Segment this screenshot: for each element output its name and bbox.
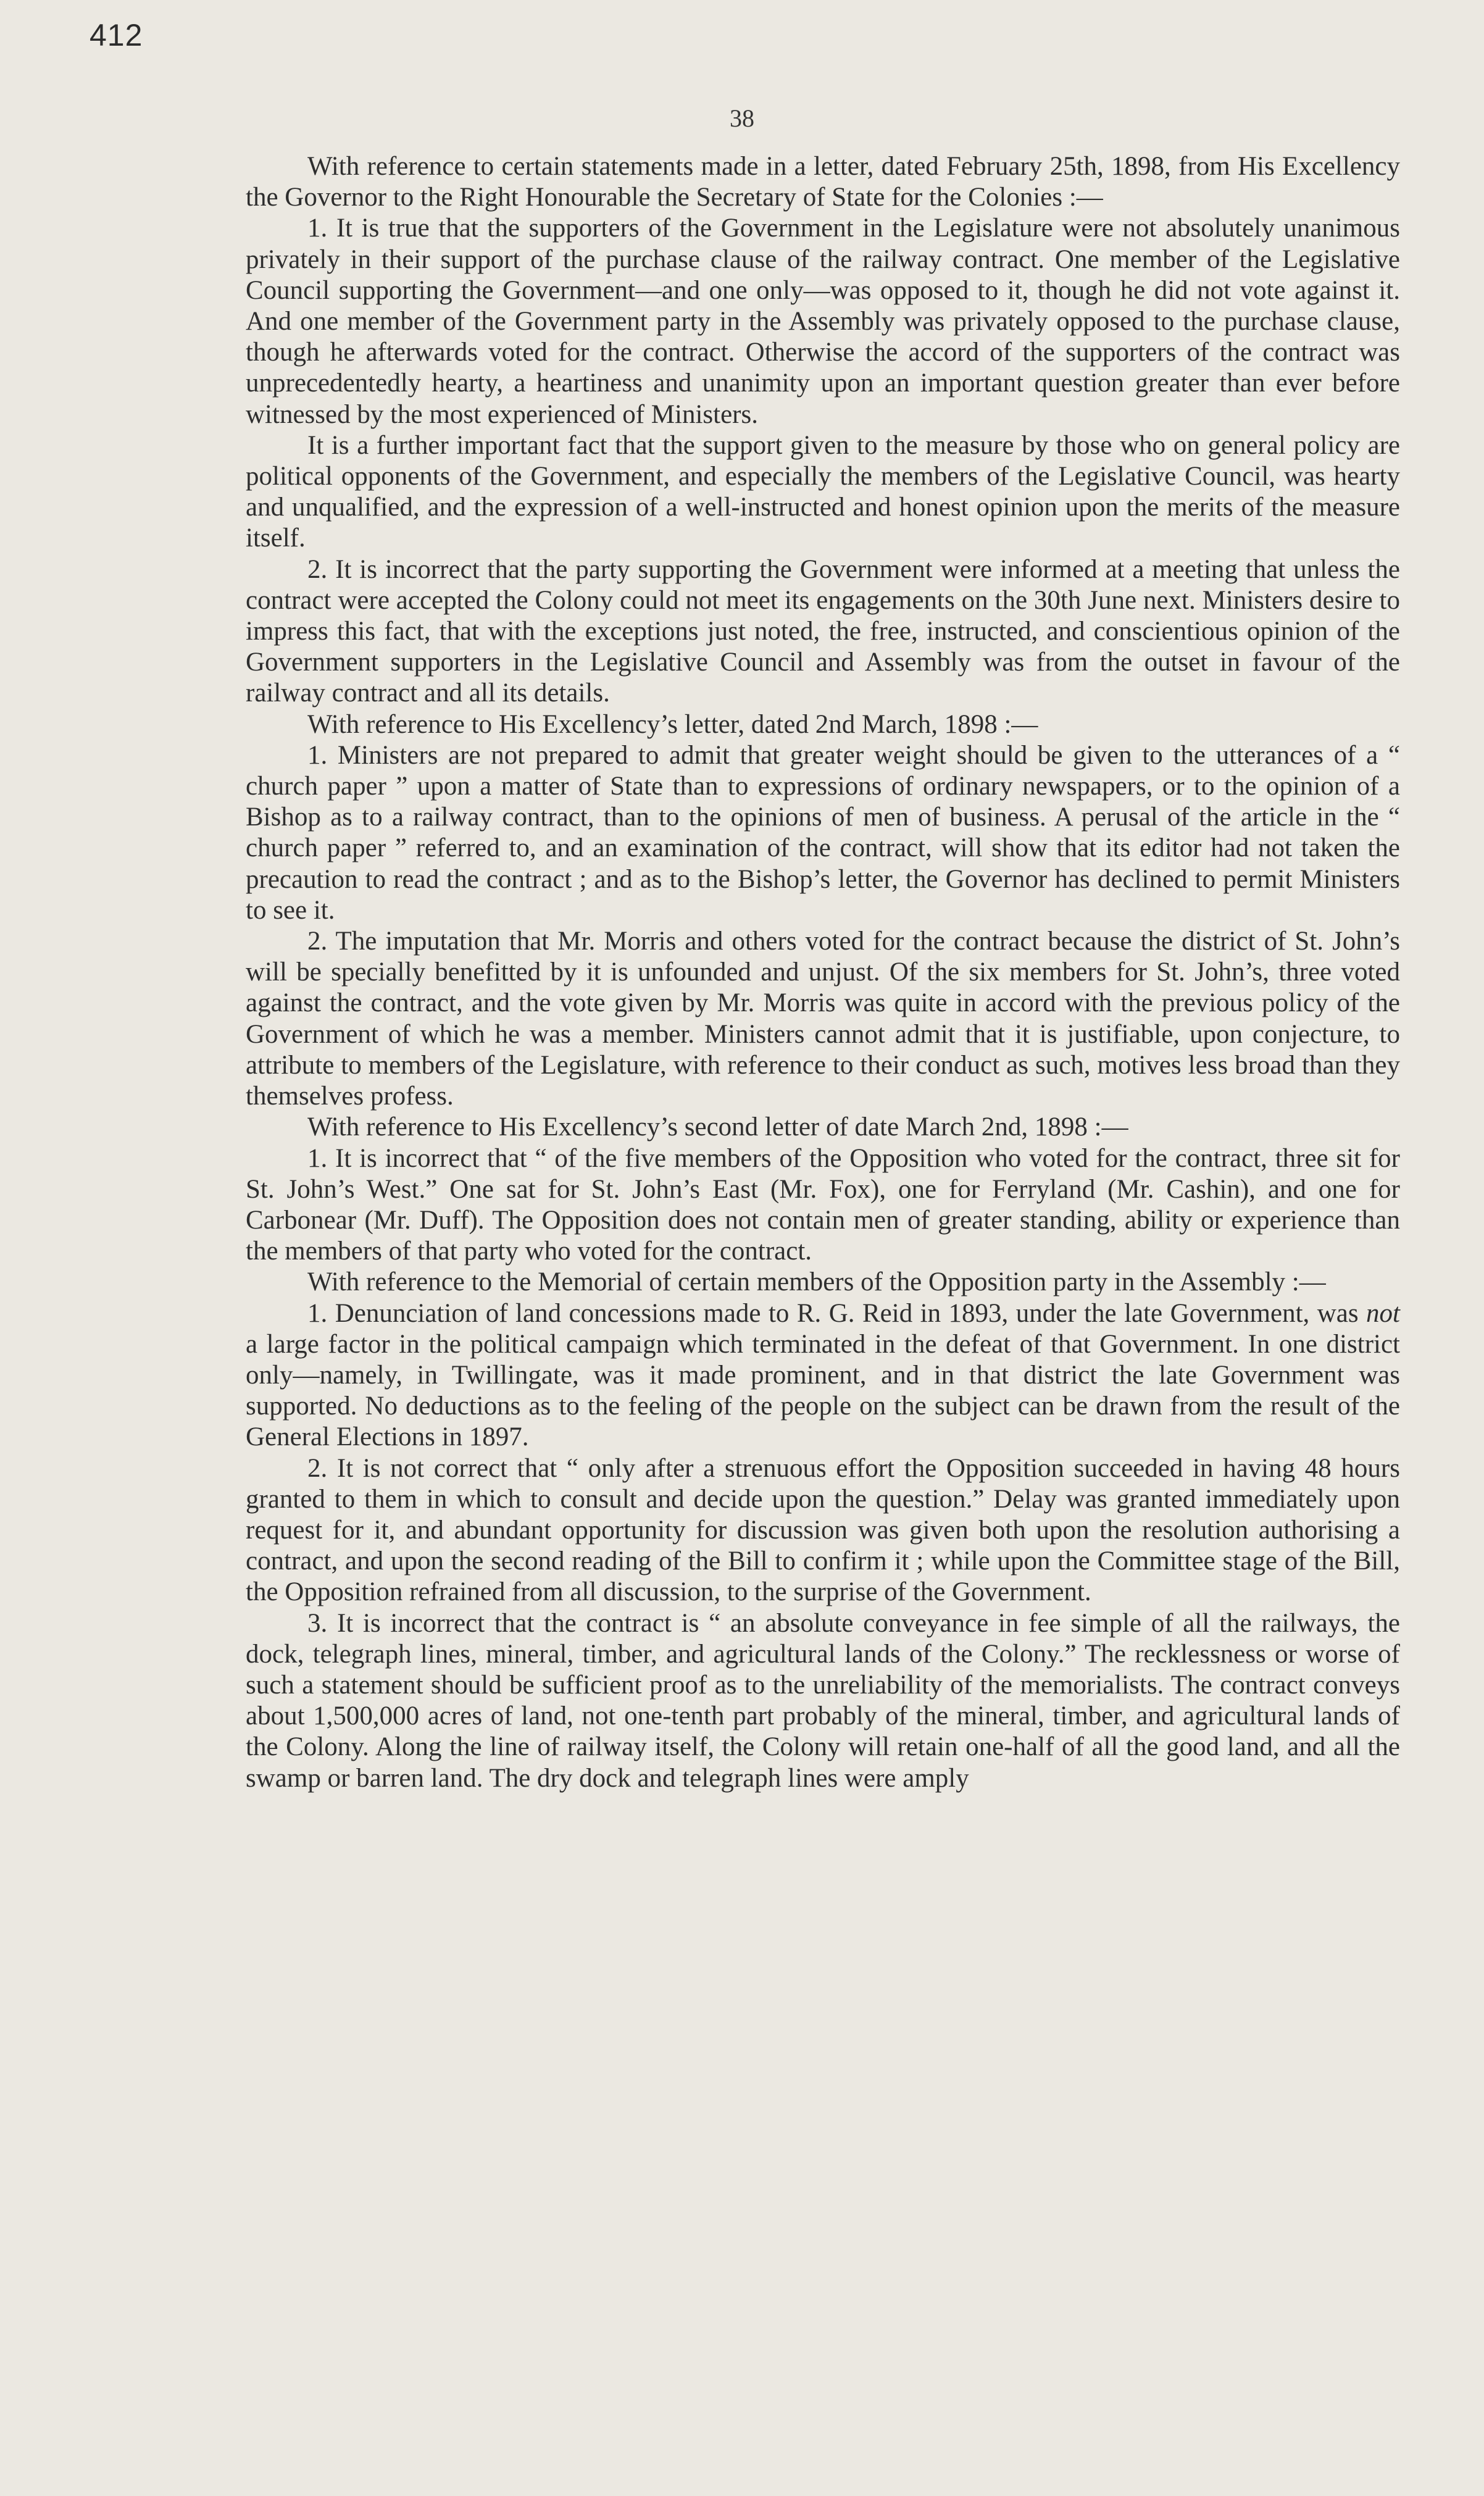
paragraph-point-1-supporters: 1. It is true that the supporters of the Government in the Legislature were not absolutely unanimous privately in their support of the purchase clause of the railway contract. One member of the Legislative Council supporting the Government—and one only—was opposed to it, though he did not vote against it. And one member of the Government party in the Assembly was privately opposed to the purchase clause, though he afterwards voted for the contract. Otherwise the accord of the supporters of the contract was unprecedentedly hearty, a heartiness and unanimity upon an important question greater than ever before witnessed by the most experienced of Ministers. — [246, 214, 1400, 429]
paragraph-point-2-48-hours: 2. It is not correct that “ only after a strenuous effort the Opposition succeeded in having 48 hours granted to them in which to consult and decide upon the question.” Delay was granted immediately upon request for it, and abundant opportunity for discussion was given both upon the resolution authorising a contract, and upon the second reading of the Bill to confirm it ; while upon the Committee stage of the Bill, the Opposition refrained from all discussion, to the surprise of the Government. — [246, 1453, 1400, 1607]
paragraph-intro-march-letter: With reference to His Excellency’s letter, dated 2nd March, 1898 :— — [307, 709, 1038, 739]
emphasized-word: not — [1366, 1298, 1400, 1328]
paragraph-intro-second-letter: With reference to His Excellency’s second letter of date March 2nd, 1898 :— — [307, 1112, 1128, 1142]
paragraph-intro-memorial: With reference to the Memorial of certain members of the Opposition party in the Assembly :— — [307, 1267, 1326, 1297]
paragraph-point-1-church-paper: 1. Ministers are not prepared to admit that greater weight should be given to the utterances of a “ church paper ” upon a matter of State than to expressions of ordinary newspapers, or to the opinion of a Bishop as to a railway contract, than to the opinions of men of business. A perusal of the article in the “ church paper ” referred to, and an examination of the contract, will show that its editor had not taken the precaution to read the contract ; and as to the Bishop’s letter, the Governor has declined to permit Ministers to see it. — [246, 740, 1400, 925]
paragraph-point-2-meeting: 2. It is incorrect that the party supporting the Government were informed at a meeting that unless the contract were accepted the Colony could not meet its engagements on the 30th June next. Ministers desire to impress this fact, that with the exceptions just noted, the free, instructed, and conscientious opinion of the Government supporters in the Legislative Council and Assembly was from the outset in favour of the railway contract and all its details. — [246, 554, 1400, 708]
paragraph-point-1-land-concessions — [246, 1298, 1400, 1453]
page-number: 38 — [730, 104, 754, 132]
paragraph-intro-governor-letter: With reference to certain statements made in a letter, dated February 25th, 1898, from His Excellency the Governor to the Right Honourable the Secretary of State for the Colonies :— — [246, 152, 1400, 212]
paragraph-point-3-conveyance: 3. It is incorrect that the contract is “ an absolute conveyance in fee simple of all the railways, the dock, telegraph lines, mineral, timber, and agricultural lands of the Colony.” The recklessness or worse of such a statement should be sufficient proof as to the unreliability of the memorialists. The contract conveys about 1,500,000 acres of land, not one-tenth part probably of the mineral, timber, and agricultural lands of the Colony. Along the line of railway itself, the Colony will retain one-half of all the good land, and all the swamp or barren land. The dry dock and telegraph lines were amply — [246, 1608, 1400, 1793]
paragraph-point-2-imputation: 2. The imputation that Mr. Morris and others voted for the contract because the district of St. John’s will be specially benefitted by it is unfounded and unjust. Of the six members for St. John’s, three voted against the contract, and the vote given by Mr. Morris was quite in accord with the previous policy of the Government of which he was a member. Ministers cannot admit that it is justifiable, upon conjecture, to attribute to members of the Legislature, with reference to their conduct as such, motives less broad than they themselves profess. — [246, 927, 1400, 1111]
paragraph-further-fact: It is a further important fact that the support given to the measure by those who on general policy are political opponents of the Government, and especially the members of the Legislative Council, was hearty and unqualified, and the expression of a well-instructed and honest opinion upon the merits of the measure itself. — [246, 430, 1400, 553]
paragraph-point-1-opposition-members: 1. It is incorrect that “ of the five members of the Opposition who voted for the contract, three sit for St. John’s West.” One sat for St. John’s East (Mr. Fox), one for Ferryland (Mr. Cashin), and one for Carbonear (Mr. Duff). The Opposition does not contain men of greater standing, ability or experience than the members of that party who voted for the contract. — [246, 1143, 1400, 1266]
land-concessions-text-start: 1. Denunciation of land concessions made to R. G. Reid in 1893, under the late Government, was — [307, 1298, 1367, 1328]
body-text — [246, 151, 1400, 1794]
archive-page-number: 412 — [90, 18, 143, 52]
land-concessions-text-end: a large factor in the political campaign which terminated in the defeat of that Government. In one district only—namely, in Twillingate, was it made prominent, and in that district the late Government was supported. No deductions as to the feeling of the people on the subject can be drawn from the result of the General Elections in 1897. — [246, 1329, 1400, 1452]
